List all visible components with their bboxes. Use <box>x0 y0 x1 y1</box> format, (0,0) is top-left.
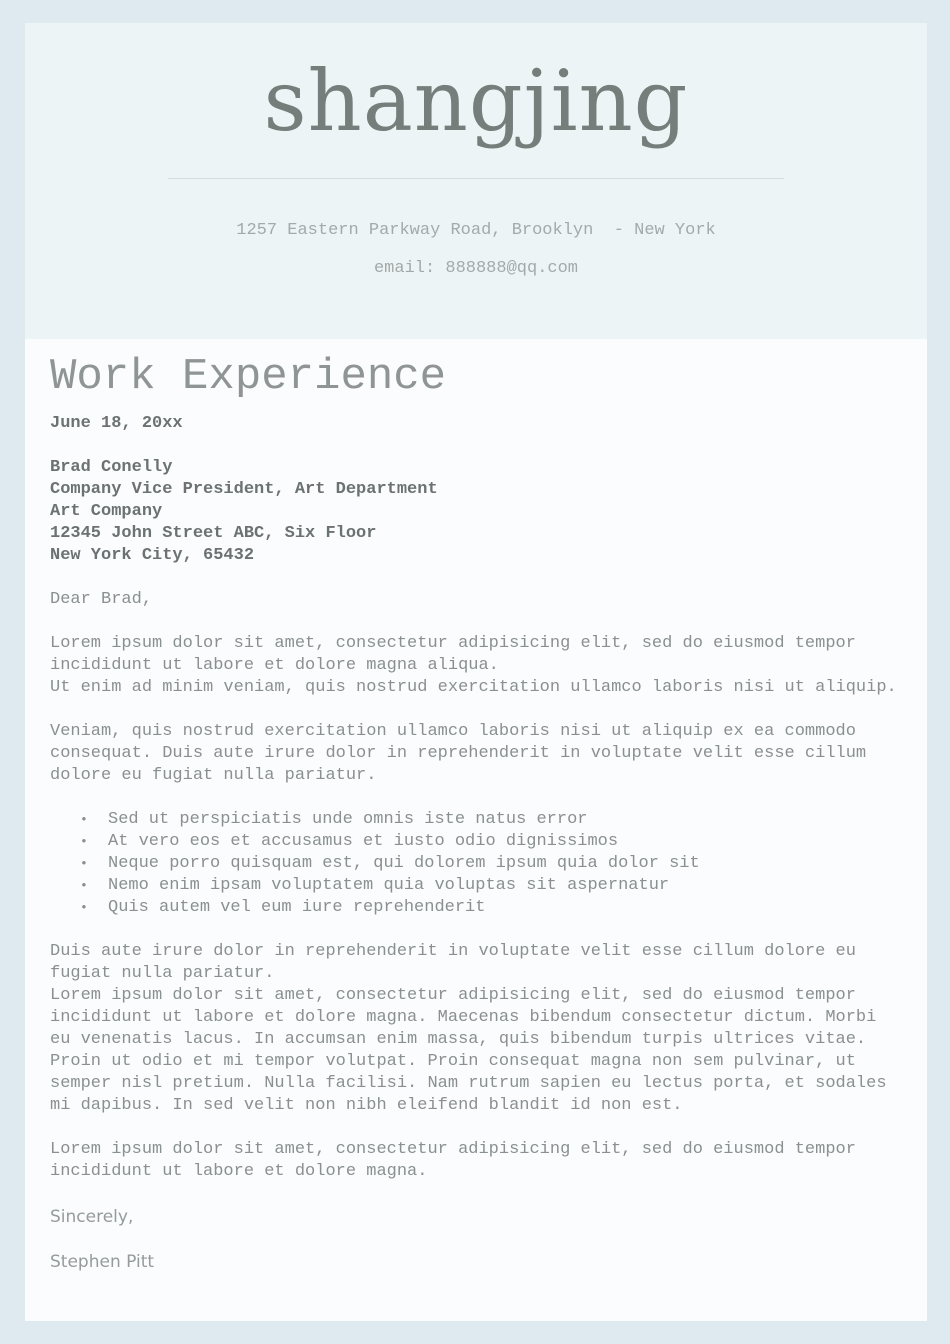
paragraph-3 <box>50 941 900 1117</box>
paragraph-2: Veniam, quis nostrud exercitation ullamco laboris nisi ut aliquip ex ea commodo consequat. Duis aute irure dolor in reprehenderit in voluptate velit esse cillum dolore eu fugiat nulla pariatur. <box>50 722 867 785</box>
letter-body <box>50 413 900 1274</box>
letter-date: June 18, 20xx <box>50 414 183 433</box>
bullet-list <box>50 809 900 919</box>
signature: Stephen Pitt <box>50 1252 155 1272</box>
recipient-city: New York City, 65432 <box>50 546 255 565</box>
bullet-item: • Quis autem vel eum iure reprehenderit <box>78 897 900 919</box>
closing: Sincerely, <box>50 1207 134 1227</box>
paragraph-1-line-1: Lorem ipsum dolor sit amet, consectetur adipisicing elit, sed do eiusmod tempor incididunt ut labore et dolore magna aliqua. <box>50 634 856 675</box>
salutation: Dear Brad, <box>50 590 153 609</box>
applicant-name: shangjing <box>263 52 689 150</box>
paragraph-3-line-1: Duis aute irure dolor in reprehenderit in voluptate velit esse cillum dolore eu fugiat nulla pariatur. <box>50 942 856 983</box>
paragraph-1 <box>50 633 900 699</box>
header-band <box>25 23 927 339</box>
bullet-item: • At vero eos et accusamus et iusto odio dignissimos <box>78 831 900 853</box>
contact-email: email: 888888@qq.com <box>373 259 579 278</box>
bullet-item: • Sed ut perspiciatis unde omnis iste natus error <box>78 809 900 831</box>
paragraph-1-line-2: Ut enim ad minim veniam, quis nostrud exercitation ullamco laboris nisi ut aliquip. <box>50 678 897 697</box>
letter-page <box>25 23 927 1321</box>
paragraph-3-line-2: Lorem ipsum dolor sit amet, consectetur adipisicing elit, sed do eiusmod tempor incididunt ut labore et dolore magna. Maecenas bibendum consectetur dictum. Morbi eu venenatis lacus. In accumsan enim massa, quis bibendum turpis ultrices vitae. Proin ut odio et mi tempor volutpat. Proin consequat magna non sem pulvinar, ut semper nisl pretium. Nulla facilisi. Nam rutrum sapien eu lectus porta, et sodales mi dapibus. In sed velit non nibh eleifend blandit id non est. <box>50 986 887 1115</box>
recipient-company: Art Company <box>50 502 163 521</box>
recipient-title: Company Vice President, Art Department <box>50 480 438 499</box>
recipient-street: 12345 John Street ABC, Six Floor <box>50 524 377 543</box>
recipient-block <box>50 457 900 567</box>
header-divider <box>168 178 784 179</box>
contact-address: 1257 Eastern Parkway Road, Brooklyn - New York <box>236 221 716 240</box>
section-title: Work Experience <box>50 352 447 402</box>
recipient-name: Brad Conelly <box>50 458 173 477</box>
paragraph-4: Lorem ipsum dolor sit amet, consectetur adipisicing elit, sed do eiusmod tempor incididunt ut labore et dolore magna. <box>50 1140 856 1181</box>
bullet-item: • Nemo enim ipsam voluptatem quia voluptas sit aspernatur <box>78 875 900 897</box>
bullet-item: • Neque porro quisquam est, qui dolorem ipsum quia dolor sit <box>78 853 900 875</box>
